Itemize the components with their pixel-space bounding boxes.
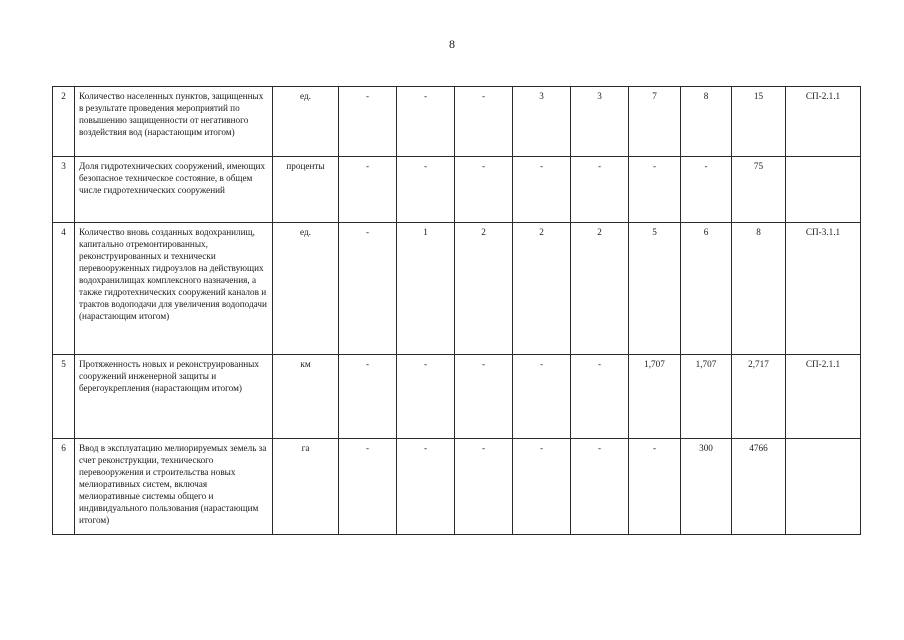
row-number: 3 (53, 157, 75, 223)
value-cell: - (339, 223, 397, 355)
indicator-name: Количество вновь созданных водохранилищ, капитально отремонтированных, реконструированных и технически перевооруженных гидроузлов на действующих водохранилищах комплексного назначения, а также гидротехнических сооружений каналов и трактов водоподачи для увеличения водоподачи (нарастающим итогом) (75, 223, 273, 355)
value-cell: 75 (732, 157, 786, 223)
value-cell: 8 (732, 223, 786, 355)
value-cell: 6 (681, 223, 732, 355)
value-cell: 3 (571, 87, 629, 157)
value-cell: - (629, 157, 681, 223)
value-cell: - (455, 439, 513, 535)
value-cell: - (513, 355, 571, 439)
value-cell: - (397, 157, 455, 223)
reference-code (786, 157, 861, 223)
value-cell: 1,707 (629, 355, 681, 439)
reference-code: СП-3.1.1 (786, 223, 861, 355)
value-cell: - (513, 439, 571, 535)
unit-cell: км (273, 355, 339, 439)
value-cell: 2,717 (732, 355, 786, 439)
value-cell: - (339, 157, 397, 223)
value-cell: - (455, 87, 513, 157)
value-cell: 2 (513, 223, 571, 355)
unit-cell: ед. (273, 223, 339, 355)
indicator-name: Доля гидротехнических сооружений, имеющих безопасное техническое состояние, в общем числе гидротехнических сооружений (75, 157, 273, 223)
value-cell: - (339, 355, 397, 439)
table-row (53, 439, 861, 535)
table-row (53, 223, 861, 355)
table-row (53, 87, 861, 157)
value-cell: 7 (629, 87, 681, 157)
value-cell: 3 (513, 87, 571, 157)
value-cell: - (513, 157, 571, 223)
value-cell: 2 (455, 223, 513, 355)
value-cell: 4766 (732, 439, 786, 535)
value-cell: - (681, 157, 732, 223)
value-cell: - (571, 157, 629, 223)
indicator-name: Протяженность новых и реконструированных сооружений инженерной защиты и берегоукрепления (нарастающим итогом) (75, 355, 273, 439)
row-number: 2 (53, 87, 75, 157)
unit-cell: проценты (273, 157, 339, 223)
value-cell: 300 (681, 439, 732, 535)
indicator-name: Ввод в эксплуатацию мелиорируемых земель за счет реконструкции, технического перевооружения и строительства новых мелиоративных систем, включая мелиоративные системы общего и индивидуального пользования (нарастающим итогом) (75, 439, 273, 535)
reference-code: СП-2.1.1 (786, 87, 861, 157)
value-cell: 8 (681, 87, 732, 157)
page-number: 8 (449, 37, 455, 51)
value-cell: - (397, 439, 455, 535)
value-cell: - (571, 355, 629, 439)
row-number: 4 (53, 223, 75, 355)
unit-cell: ед. (273, 87, 339, 157)
row-number: 5 (53, 355, 75, 439)
value-cell: - (339, 87, 397, 157)
value-cell: 2 (571, 223, 629, 355)
value-cell: - (339, 439, 397, 535)
value-cell: 15 (732, 87, 786, 157)
value-cell: 1,707 (681, 355, 732, 439)
reference-code: СП-2.1.1 (786, 355, 861, 439)
row-number: 6 (53, 439, 75, 535)
value-cell: - (397, 87, 455, 157)
table-row (53, 157, 861, 223)
value-cell: - (455, 355, 513, 439)
unit-cell: га (273, 439, 339, 535)
reference-code (786, 439, 861, 535)
value-cell: - (629, 439, 681, 535)
value-cell: 5 (629, 223, 681, 355)
value-cell: - (455, 157, 513, 223)
value-cell: - (571, 439, 629, 535)
table-row (53, 355, 861, 439)
indicator-name: Количество населенных пунктов, защищенных в результате проведения мероприятий по повышению защищенности от негативного воздействия вод (нарастающим итогом) (75, 87, 273, 157)
value-cell: - (397, 355, 455, 439)
value-cell: 1 (397, 223, 455, 355)
indicators-table (52, 86, 861, 535)
